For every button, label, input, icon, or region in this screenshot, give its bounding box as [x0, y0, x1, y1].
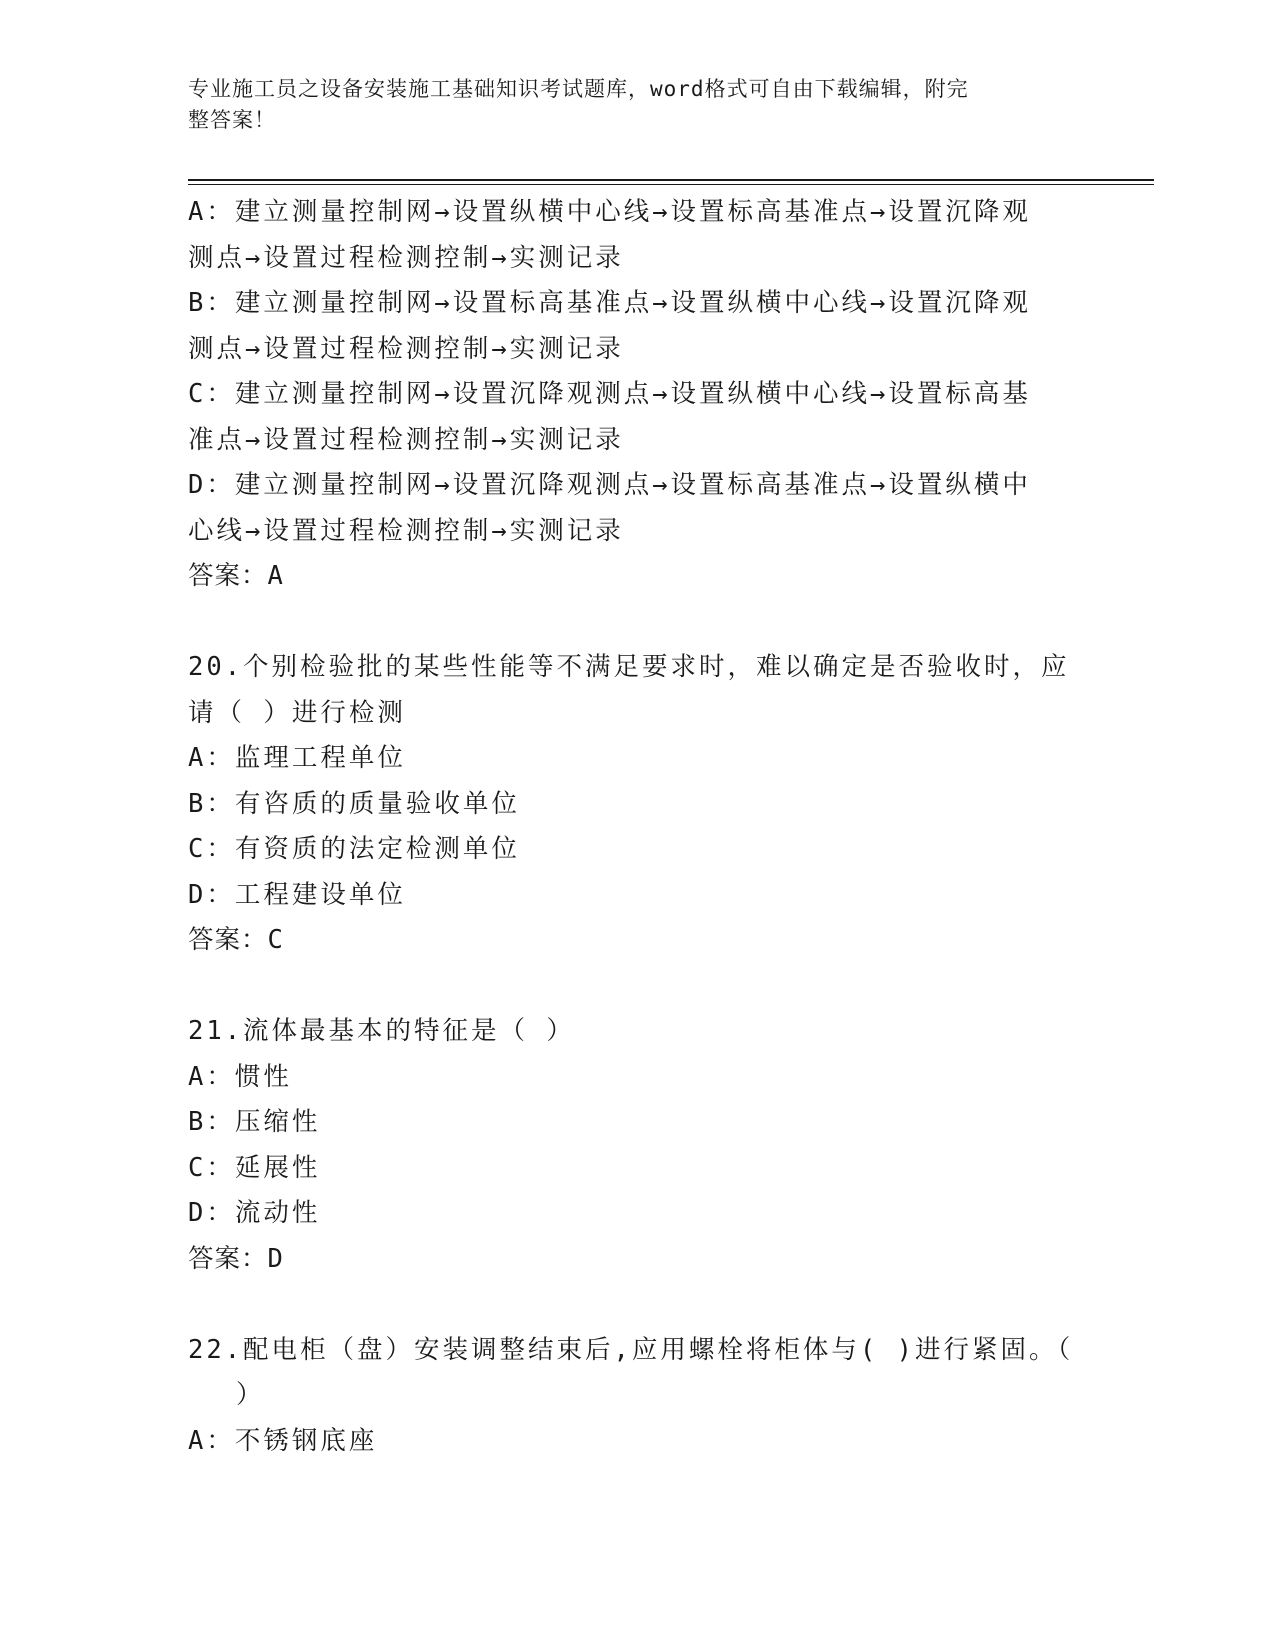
spacer — [188, 600, 1088, 646]
question-20 — [188, 645, 1088, 964]
q20-option-b: B：有咨质的质量验收单位 — [188, 788, 520, 819]
q19-option-a-line-2: 测点→设置过程检测控制→实测记录 — [188, 242, 624, 273]
q20-stem-line-1: 20.个别检验批的某些性能等不满足要求时，难以确定是否验收时，应 — [188, 652, 1070, 682]
q20-option-c: C：有资质的法定检测单位 — [188, 834, 520, 864]
q20-option-d: D：工程建设单位 — [188, 879, 406, 910]
q19-option-b — [188, 281, 1088, 372]
question-21 — [188, 1009, 1088, 1282]
q19-answer: 答案：A — [188, 561, 284, 591]
question-22 — [188, 1328, 1088, 1465]
q20-option-a: A：监理工程单位 — [188, 743, 406, 773]
q19-option-c — [188, 372, 1088, 463]
q21-option-b: B：压缩性 — [188, 1107, 321, 1137]
q19-option-a — [188, 190, 1088, 281]
q19-option-d — [188, 463, 1088, 554]
header-rule-thin — [188, 184, 1154, 185]
spacer — [188, 1282, 1088, 1328]
question-content — [188, 190, 1088, 1464]
q19-option-b-line-1: B：建立测量控制网→设置标高基准点→设置纵横中心线→设置沉降观 — [188, 288, 1031, 318]
q21-option-a: A：惯性 — [188, 1061, 292, 1092]
q22-option-a: A：不锈钢底座 — [188, 1425, 378, 1456]
q19-option-c-line-2: 准点→设置过程检测控制→实测记录 — [188, 424, 624, 455]
q22-stem-line-2: ） — [236, 1380, 265, 1410]
q20-answer: 答案：C — [188, 925, 284, 955]
q19-option-a-line-1: A：建立测量控制网→设置纵横中心线→设置标高基准点→设置沉降观 — [188, 197, 1031, 227]
q19-option-c-line-1: C：建立测量控制网→设置沉降观测点→设置纵横中心线→设置标高基 — [188, 379, 1031, 409]
q19-option-b-line-2: 测点→设置过程检测控制→实测记录 — [188, 333, 624, 364]
q21-answer: 答案：D — [188, 1243, 284, 1274]
document-header — [188, 74, 1068, 136]
spacer — [188, 964, 1088, 1010]
q22-stem-line-1: 22.配电柜（盘）安装调整结束后,应用螺栓将柜体与( )进行紧固。（ — [188, 1334, 1074, 1365]
q19-option-d-line-2: 心线→设置过程检测控制→实测记录 — [188, 515, 624, 546]
q21-option-c: C：延展性 — [188, 1152, 321, 1183]
header-rule-thick — [188, 179, 1154, 181]
header-line-1: 专业施工员之设备安装施工基础知识考试题库，word格式可自由下载编辑，附完 — [188, 77, 969, 101]
q20-stem-line-2: 请（ ）进行检测 — [188, 697, 406, 728]
q19-option-d-line-1: D：建立测量控制网→设置沉降观测点→设置标高基准点→设置纵横中 — [188, 470, 1031, 500]
q21-stem-line-1: 21.流体最基本的特征是（ ） — [188, 1016, 575, 1046]
q21-option-d: D：流动性 — [188, 1198, 321, 1228]
header-line-2: 整答案！ — [188, 108, 276, 132]
